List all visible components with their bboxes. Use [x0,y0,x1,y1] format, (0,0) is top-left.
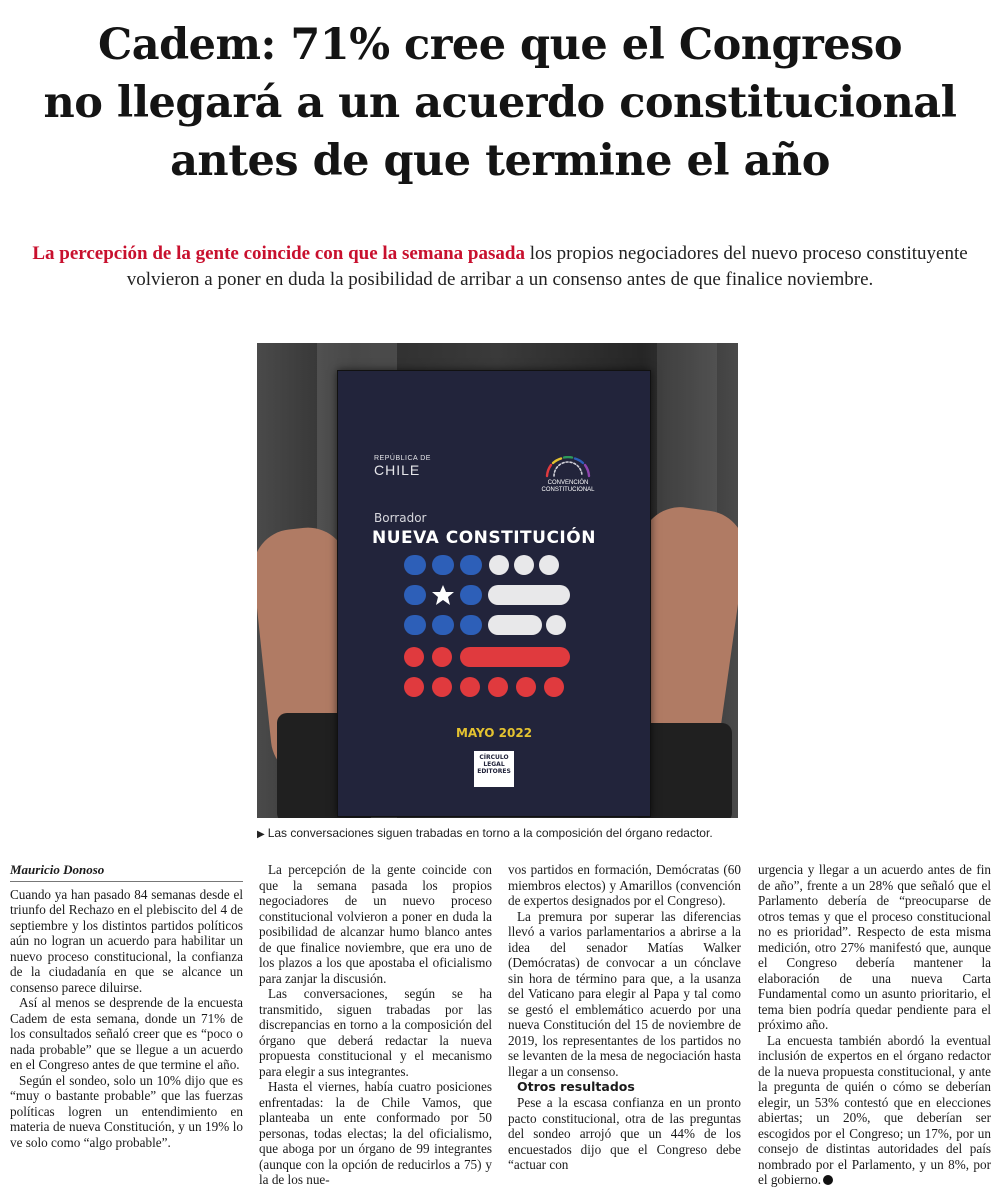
body-paragraph: urgencia y llegar a un acuerdo antes de fin de año”, frente a un 28% que señaló que el Parlamento debería de “preocuparse de otros temas y que el proceso constitucional no es prioridad”. Respecto de esta misma medición, otro 27% manifestó que, aunque el Congreso debería mantener la elaboración de una nueva Carta Fundamental como un asunto prioritario, el tema bien podría quedar pendiente para el próximo año. [758,862,991,1032]
body-paragraph: vos partidos en formación, Demócratas (60 miembros electos) y Amarillos (convención de expertos designados por el Congreso). [508,862,741,908]
article-photo [257,343,738,818]
article-body [10,862,992,1187]
headline-line: antes de que termine el año [170,136,830,186]
book-republic-label [374,455,431,478]
body-paragraph: Según el sondeo, solo un 10% dijo que es “muy o bastante probable” que las fuerzas políticas logren un entendimiento en materia de nueva Constitución, y un 19% lo ve solo como “algo probable”. [10,1072,243,1150]
book-small-text: REPÚBLICA DE [374,455,431,462]
headline-line: Cadem: 71% cree que el Congreso [98,20,902,70]
right-sleeve [637,723,732,818]
body-column [758,862,991,1188]
body-paragraph: Las conversaciones, según se ha transmitido, siguen trabadas por las discrepancias en torno a la composición del órgano que deberá redactar la nueva propuesta constitucional y el mecanismo para elegir a sus integrantes. [259,986,492,1079]
body-paragraph: Cuando ya han pasado 84 semanas desde el triunfo del Rechazo en el plebiscito del 4 de septiembre y los distintos partidos políticos aún no logran un acuerdo para habilitar un nuevo proceso constitucional, la confianza de la ciudadanía en que se alcance un consenso parece diluirse. [10,886,243,995]
convention-logo [538,456,598,494]
body-paragraph: Pese a la escasa confianza en un pronto pacto constitucional, otra de las preguntas del sondeo arrojó que un 44% de los encuestados dijo que el Congreso debe “actuar con [508,1095,741,1172]
book-date: MAYO 2022 [455,726,533,740]
chile-flag-dots-icon [404,555,574,707]
end-of-article-icon [823,1175,833,1185]
byline: Mauricio Donoso [10,862,243,882]
headline [20,16,980,190]
convention-logo-text: CONVENCIÓN CONSTITUCIONAL [541,480,595,493]
body-paragraph [758,1033,991,1188]
section-subhead: Otros resultados [517,1079,635,1094]
book-publisher-logo: CÍRCULO LEGAL EDITORES [474,751,514,787]
body-column [10,862,243,1150]
caption-text: Las conversaciones siguen trabadas en torno a la composición del órgano redactor. [267,826,713,840]
headline-line: no llegará a un acuerdo constitucional [43,78,957,128]
photo-caption [257,826,857,842]
constitution-book [337,370,651,817]
book-country: CHILE [374,462,421,478]
body-paragraph: Hasta el viernes, había cuatro posiciones enfrentadas: la de Chile Vamos, que planteaba un ente conformado por 50 personas, todas electas; la del oficialismo, que aboga por un órgano de 99 integrantes (aunque con la opción de reducirlos a 75) y la de los nue- [259,1079,492,1187]
book-title: NUEVA CONSTITUCIÓN [372,528,596,548]
lead-paragraph [20,241,980,293]
convention-arc-icon [541,456,595,478]
book-subtitle: Borrador [374,511,427,525]
lead-text: los propios negociadores del nuevo proceso constituyente volvieron a poner en duda la posibilidad de arribar a un consenso antes de que finalice noviembre. [126,243,968,290]
body-column [508,862,741,1173]
body-paragraph: La percepción de la gente coincide con que la semana pasada los propios negociadores de un nuevo proceso constitucional volvieron a poner en duda la posibilidad de alcanzar humo blanco antes de que finalice noviembre, que era uno de los plazos a los que apostaba el oficialismo para zanjar la discusión. [259,862,492,986]
body-paragraph: La premura por superar las diferencias llevó a varios parlamentarios a abrirse a la idea del senador Matías Walker (Demócratas) de convocar a un cónclave sin hora de término para que, a la usanza del Vaticano para elegir al Papa y tal como se gestó el emblemático acuerdo por una nueva Constitución del 15 de noviembre de 2019, los representantes de los partidos no se levanten de la mesa de negociación hasta llegar a un consenso. [508,908,741,1079]
body-paragraph-text: La encuesta también abordó la eventual inclusión de expertos en el órgano redactor de la nueva propuesta constitucional, y ante la pregunta de quién o cómo se deberían elegir, un 53% contestó que en elecciones abiertas; un 20%, que deberían ser escogidos por el Congreso; un 17%, por un consejo de distintas autoridades del país nombrado por el Parlamento, y un 8%, por el gobierno. [758,1032,991,1187]
lead-highlight: La percepción de la gente coincide con que la semana pasada [32,243,525,264]
caption-triangle-icon: ▶ [257,829,265,840]
body-column [259,862,492,1188]
body-paragraph: Así al menos se desprende de la encuesta Cadem de esta semana, donde un 71% de los consultados señaló creer que es “poco o nada probable” que se llegue a un acuerdo en el Congreso antes de que termine el año. [10,995,243,1072]
